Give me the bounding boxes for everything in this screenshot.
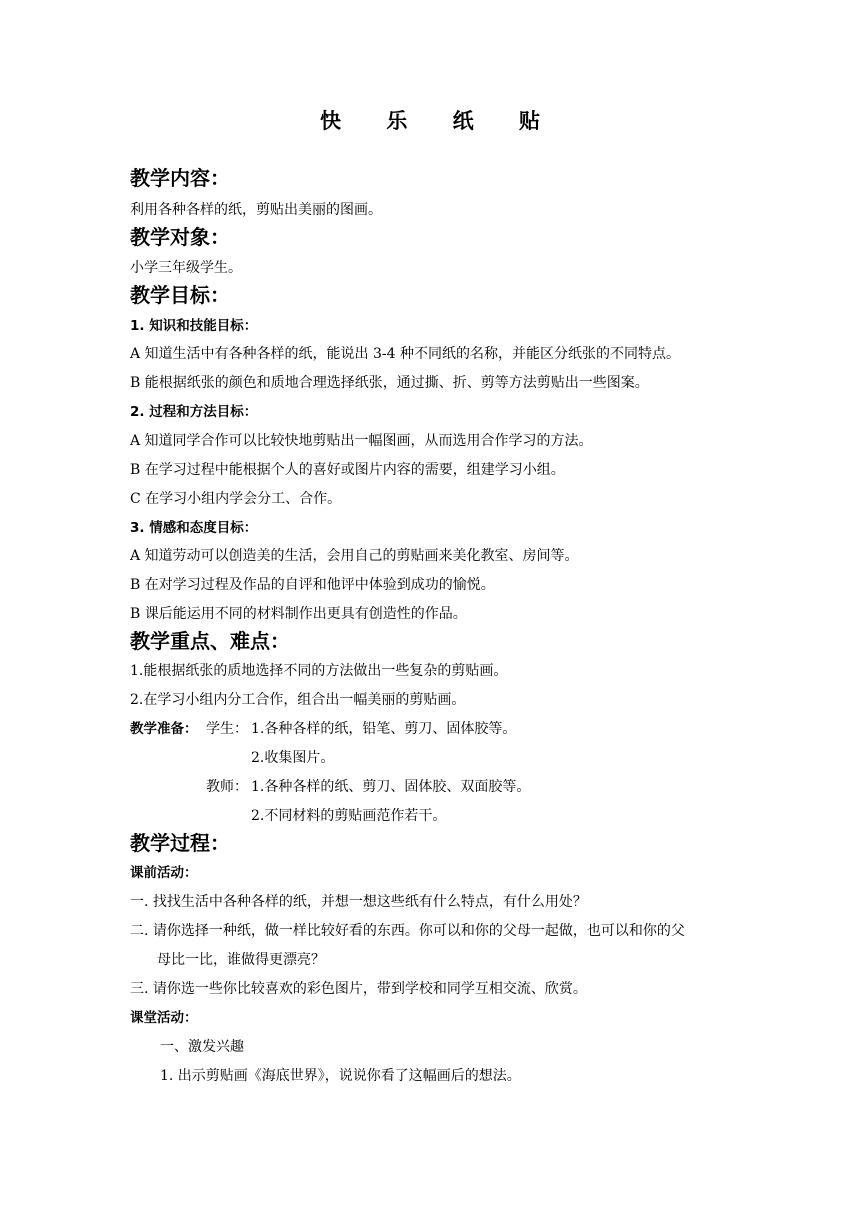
- page-title: 快 乐 纸 贴: [320, 109, 559, 133]
- process-heading: 教学过程：: [130, 831, 230, 855]
- content-text: 利用各种各样的纸，剪贴出美丽的图画。: [130, 202, 382, 218]
- teacher-label: 教师：: [206, 779, 248, 795]
- pre-class-item: 三. 请你选一些你比较喜欢的彩色图片，带到学校和同学互相交流、欣赏。: [130, 981, 587, 997]
- key-point-item: 2.在学习小组内分工合作，组合出一幅美丽的剪贴画。: [130, 692, 466, 708]
- content-heading: 教学内容：: [130, 166, 230, 190]
- emotion-goal-item: A 知道劳动可以创造美的生活，会用自己的剪贴画来美化教室、房间等。: [130, 548, 579, 564]
- goals-heading: 教学目标：: [130, 283, 230, 307]
- audience-text: 小学三年级学生。: [130, 260, 242, 276]
- key-points-heading: 教学重点、难点：: [130, 629, 290, 653]
- teacher-prep-item: 1.各种各样的纸、剪刀、固体胶、双面胶等。: [251, 779, 531, 795]
- process-goal-item: A 知道同学合作可以比较快地剪贴出一幅图画，从而选用合作学习的方法。: [130, 433, 593, 449]
- key-point-item: 1.能根据纸张的质地选择不同的方法做出一些复杂的剪贴画。: [130, 663, 508, 679]
- knowledge-goal-item: B 能根据纸张的颜色和质地合理选择纸张，通过撕、折、剪等方法剪贴出一些图案。: [130, 375, 649, 391]
- teacher-prep-item: 2.不同材料的剪贴画范作若干。: [251, 808, 447, 824]
- pre-class-item: 一. 找找生活中各种各样的纸，并想一想这些纸有什么特点，有什么用处？: [130, 894, 587, 910]
- pre-class-item-continued: 母比一比，谁做得更漂亮？: [157, 952, 325, 968]
- process-goal-item: B 在学习过程中能根据个人的喜好或图片内容的需要，组建学习小组。: [130, 462, 565, 478]
- in-class-subheading: 一、激发兴趣: [160, 1039, 244, 1055]
- process-goal-heading: 2. 过程和方法目标：: [130, 404, 258, 420]
- knowledge-goal-heading: 1. 知识和技能目标：: [130, 318, 258, 334]
- student-label: 学生：: [206, 721, 248, 737]
- pre-class-heading: 课前活动：: [130, 865, 198, 881]
- student-prep-item: 2.收集图片。: [251, 750, 335, 766]
- emotion-goal-item: B 课后能运用不同的材料制作出更具有创造性的作品。: [130, 606, 467, 622]
- emotion-goal-heading: 3. 情感和态度目标：: [130, 520, 258, 536]
- preparation-label: 教学准备：: [130, 721, 198, 737]
- student-prep-item: 1.各种各样的纸，铅笔、剪刀、固体胶等。: [251, 721, 517, 737]
- in-class-heading: 课堂活动：: [130, 1010, 198, 1026]
- knowledge-goal-item: A 知道生活中有各种各样的纸，能说出 3-4 种不同纸的名称，并能区分纸张的不同特点。: [130, 346, 681, 362]
- audience-heading: 教学对象：: [130, 225, 230, 249]
- process-goal-item: C 在学习小组内学会分工、合作。: [130, 491, 342, 507]
- in-class-item: 1. 出示剪贴画《海底世界》，说说你看了这幅画后的想法。: [160, 1068, 521, 1084]
- emotion-goal-item: B 在对学习过程及作品的自评和他评中体验到成功的愉悦。: [130, 577, 495, 593]
- pre-class-item: 二. 请你选择一种纸，做一样比较好看的东西。你可以和你的父母一起做，也可以和你的父: [130, 923, 685, 939]
